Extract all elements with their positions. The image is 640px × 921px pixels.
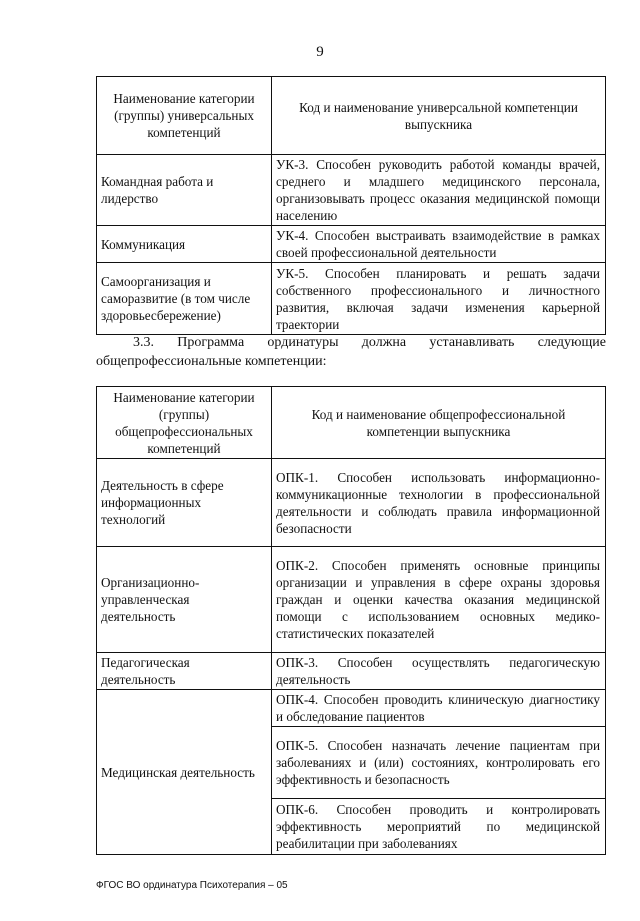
table-row [97,226,606,263]
category-header: Наименование категории (группы) общепрофессиональных компетенций [97,387,272,459]
table-row [97,263,606,335]
competence-cell: ОПК-2. Способен применять основные принципы организации и управления в сфере охраны здоровья граждан и оценки качества оказания медицинской помощи с использованием основных медико-статистических показателей [272,547,606,653]
table-row [97,155,606,226]
category-header: Наименование категории (группы) универсальных компетенций [97,77,272,155]
competence-header: Код и наименование универсальной компетенции выпускника [272,77,606,155]
category-cell: Командная работа и лидерство [97,155,272,226]
competence-cell: ОПК-5. Способен назначать лечение пациентам при заболеваниях и (или) состояниях, контролировать его эффективность и безопасность [272,727,606,799]
table-row [97,690,606,727]
category-cell: Организационно-управленческая деятельность [97,547,272,653]
section-paragraph [96,333,606,371]
paragraph-line-2: общепрофессиональные компетенции: [96,354,327,369]
competence-cell: УК-4. Способен выстраивать взаимодействие в рамках своей профессиональной деятельности [272,226,606,263]
general-professional-competencies-table [96,386,606,855]
category-cell: Деятельность в сфере информационных технологий [97,459,272,547]
competence-cell: ОПК-3. Способен осуществлять педагогическую деятельность [272,653,606,690]
competence-cell: ОПК-6. Способен проводить и контролировать эффективность мероприятий по медицинской реабилитации при заболеваниях [272,799,606,855]
category-cell: Коммуникация [97,226,272,263]
competence-cell: УК-3. Способен руководить работой команды врачей, среднего и младшего медицинского персонала, организовывать процесс оказания медицинской помощи населению [272,155,606,226]
table-header-row [97,387,606,459]
paragraph-line-1: 3.3. Программа ординатуры должна устанавливать следующие [133,335,606,350]
universal-competencies-table [96,76,606,335]
competence-cell: ОПК-4. Способен проводить клиническую диагностику и обследование пациентов [272,690,606,727]
table-row [97,653,606,690]
table-row [97,547,606,653]
category-cell: Педагогическая деятельность [97,653,272,690]
competence-cell: УК-5. Способен планировать и решать задачи собственного профессионального и личностного развития, включая задачи изменения карьерной траектории [272,263,606,335]
category-cell: Медицинская деятельность [97,690,272,855]
competence-cell: ОПК-1. Способен использовать информационно-коммуникационные технологии в профессиональной деятельности и соблюдать правила информационной безопасности [272,459,606,547]
category-cell: Самоорганизация и саморазвитие (в том числе здоровьесбережение) [97,263,272,335]
table-row [97,459,606,547]
competence-header: Код и наименование общепрофессиональной компетенции выпускника [272,387,606,459]
table-header-row [97,77,606,155]
document-footer: ФГОС ВО ординатура Психотерапия – 05 [96,880,288,891]
page-number: 9 [316,44,324,60]
